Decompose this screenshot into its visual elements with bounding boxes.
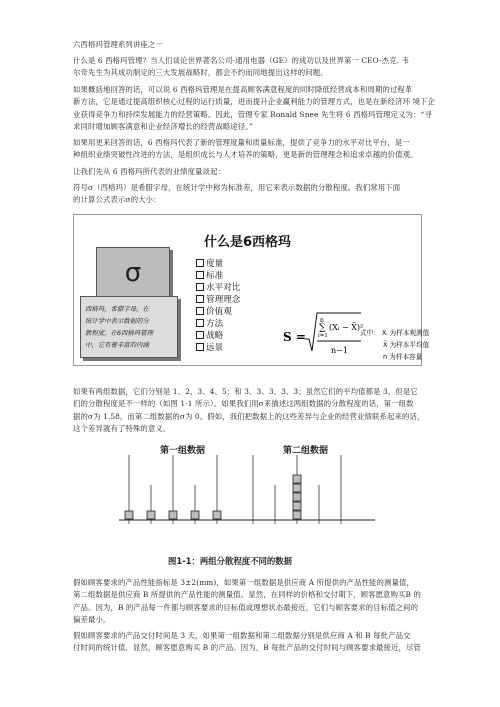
slide-title: 什么是6西格玛 bbox=[203, 235, 292, 250]
text-line: 偏差最小。 bbox=[73, 615, 111, 625]
sum-symbol: ∑ bbox=[319, 323, 326, 333]
text-line: 如果用更来回答的话，6 西格玛代表了新的管理度量和质量标准，提供了竞争力的水平对比平台，是一 bbox=[73, 138, 410, 147]
right-data-point bbox=[293, 475, 301, 483]
paragraph-5 bbox=[73, 182, 400, 207]
paragraph-7 bbox=[73, 577, 421, 627]
checklist-item: 价值观 bbox=[196, 305, 232, 317]
text-line: 产品。因为，B 的产品每一件都与顾客要求的目标值或理想状态最接近，它们与顾客要求的目标值之间的 bbox=[73, 602, 419, 612]
right-data-point bbox=[293, 484, 301, 492]
handwritten-line: 西格玛，希腊字母，在 bbox=[85, 305, 149, 313]
sum-body: (Xᵢ − X̄)² bbox=[329, 323, 363, 332]
right-chart-title: 第二组数据 bbox=[283, 446, 329, 456]
legend-line: 式中： Xᵢ 为样本观测值 bbox=[360, 329, 430, 337]
sum-upper: n bbox=[320, 317, 324, 324]
checklist-item: 方法 bbox=[196, 317, 223, 329]
paragraph-4: 让我们先从 6 西格玛所代表的业绩度量谈起： bbox=[73, 167, 226, 176]
formula-lhs: S = bbox=[283, 330, 306, 344]
right-data-point bbox=[293, 511, 301, 519]
right-data-point bbox=[293, 502, 301, 510]
text-line: 假如顾客要求的产品交付时间是 3 天，如果第一组数据和第二组数据分别是供应商 A 和 B 每批产品交 bbox=[73, 631, 411, 640]
handwritten-note bbox=[80, 296, 178, 358]
text-line: 据的σ为 1.58，而第二组数据的σ为 0。假如，我们把数据上的这些差异与企业的经营业绩联系起来的话， bbox=[73, 411, 425, 421]
checkbox-icon bbox=[196, 283, 204, 291]
checkbox-icon bbox=[196, 331, 204, 339]
text-line: 什么是 6 西格玛管理？当人们谈论世界著名公司-通用电器（GE）的成功以及世界第一 CEO-杰克. 韦 bbox=[73, 56, 410, 65]
left-data-point bbox=[213, 511, 221, 519]
text-line: 种组织业绩突破性改进的方法，是组织成长与人才培养的策略，更是新的管理理念和追求卓越的价值观。 bbox=[73, 150, 418, 160]
checkbox-icon bbox=[196, 259, 204, 267]
text-line: 的计算公式表示σ的大小： bbox=[73, 195, 161, 205]
paragraph-2 bbox=[73, 84, 435, 134]
paragraph-1 bbox=[73, 55, 409, 80]
text-line: 第二组数据是供应商 B 所提供的产品性能的测量值。显然，在同样的价格和交付期下，顾客愿意购买B 的 bbox=[73, 590, 422, 600]
checklist-item: 度量 bbox=[196, 257, 223, 269]
checkbox-icon bbox=[196, 319, 204, 327]
sigma-symbol: σ bbox=[124, 258, 142, 288]
text-line: 假如顾客要求的产品性能指标是 3±2(mm)，如果第一组数据是供应商 A 所提供的产品性能的测量值， bbox=[73, 578, 415, 587]
series-header: 六西格玛管理系列讲座之一 bbox=[73, 40, 163, 49]
checkbox-icon bbox=[196, 295, 204, 303]
handwritten-line: 统计学中表示数据的分 bbox=[85, 317, 149, 325]
text-line: 们的分散程度是不一样的（如图 1-1 所示）。如果我们用σ来描述这两组数据的分散程度的话，第一组数 bbox=[73, 399, 414, 409]
sum-lower: i=1 bbox=[318, 333, 328, 339]
checklist-item: 远景 bbox=[196, 341, 223, 353]
figure-caption: 图1-1：两组分散程度不同的数据 bbox=[168, 556, 293, 566]
std-dev-formula bbox=[283, 309, 363, 363]
formula-denominator: n−1 bbox=[331, 346, 348, 355]
paragraph-3 bbox=[73, 137, 418, 162]
checklist-item: 战略 bbox=[196, 329, 223, 341]
checklist-item: 水平对比 bbox=[196, 281, 240, 293]
text-line: 业获得竞争力和持续发展能力的经营策略。因此，管理专家 Ronald Snee 先生将 6 西格玛管理定义为：“寻 bbox=[73, 109, 432, 119]
text-line: 这个差异就有了特殊的意义。 bbox=[73, 424, 171, 434]
text-line: 如果有两组数据，它们分别是 1、2、3、4、5；和 3、3、3、3、3；虽然它们的平均值都是 3，但是它 bbox=[73, 387, 418, 396]
checkbox-icon bbox=[196, 343, 204, 351]
text-line: 付时间的统计值，显然，顾客愿意购买 B 的产品。因为，B 每批产品的交付时间与顾客要求最接近，尽管 bbox=[73, 643, 422, 653]
text-line: 如果概括地回答的话，可以说 6 西格玛管理是在提高顾客满意程度的同时降低经营成本和周期的过程革 bbox=[73, 85, 413, 94]
left-data-point bbox=[191, 511, 199, 519]
checklist-item: 管理理念 bbox=[196, 293, 240, 305]
paragraph-6 bbox=[73, 386, 424, 436]
figure-1-1 bbox=[115, 455, 385, 545]
checkbox-icon bbox=[196, 271, 204, 279]
paragraph-8 bbox=[73, 630, 421, 655]
handwritten-line: 散程度。在6西格玛管理 bbox=[85, 329, 153, 337]
legend-line: n 为样本容量 bbox=[383, 353, 423, 361]
legend-line: X̄ 为样本平均值 bbox=[383, 341, 430, 349]
text-line: 新方法，它是通过提高组织核心过程的运行质量，进而提升企业赢利能力的管理方式，也是在新经济环 境下企 bbox=[73, 97, 436, 107]
left-data-point bbox=[147, 511, 155, 519]
text-line: 尔奇先生为其成功制定的三大发展战略时，都会不约而同地提出这样的问题。 bbox=[73, 68, 328, 78]
checkbox-icon bbox=[196, 307, 204, 315]
sigma-box bbox=[96, 247, 170, 301]
left-chart-title: 第一组数据 bbox=[160, 446, 206, 456]
left-data-point bbox=[169, 511, 177, 519]
left-data-point bbox=[125, 511, 133, 519]
text-line: 求同时增加顾客满意和企业经济增长的经营战略途径。” bbox=[73, 122, 253, 132]
checklist-item: 标准 bbox=[196, 269, 223, 281]
text-line: 符号σ（西格玛）是希腊字母，在统计学中称为标准差，用它来表示数据的分散程度。我们常用下面 bbox=[73, 183, 401, 192]
right-data-point bbox=[293, 493, 301, 501]
handwritten-line: 中，它有着丰富的内涵 bbox=[85, 341, 149, 349]
